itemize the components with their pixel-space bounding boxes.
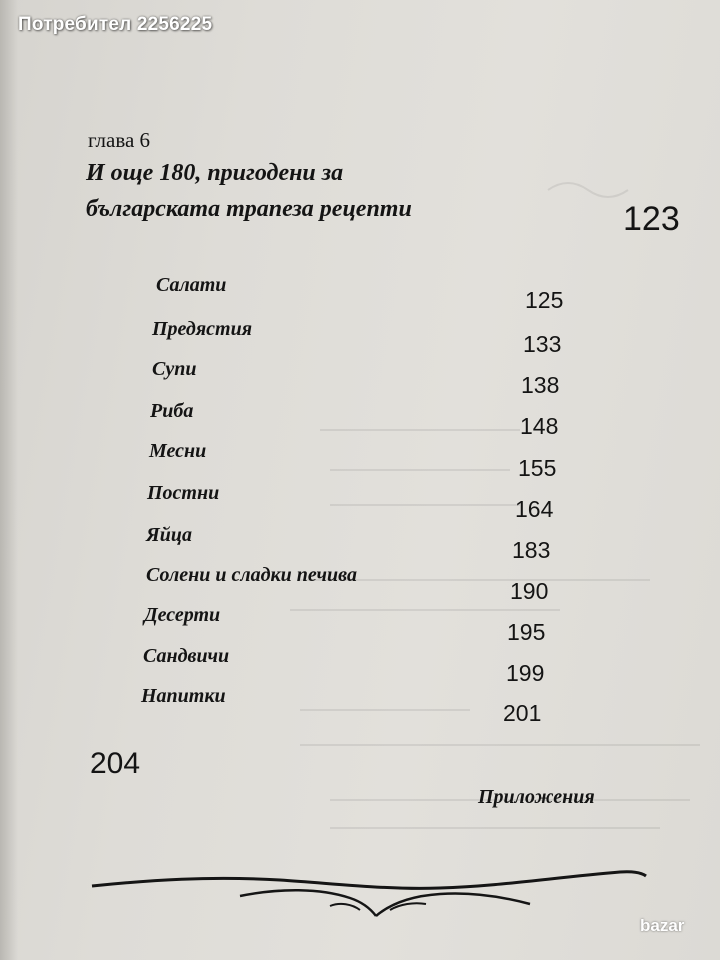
toc-item-page: 138 [521,372,560,398]
toc-item-page: 133 [523,331,562,357]
toc-item-label: Предястия [152,318,253,340]
toc-item-label: Яйца [146,524,193,546]
user-watermark: Потребител 2256225 [18,14,213,35]
toc-item-page: 164 [515,496,554,522]
flourish-ornament-icon [90,862,650,922]
toc-item-page: 155 [518,455,557,481]
toc-item-page: 199 [506,660,545,686]
chapter-label: глава 6 [88,128,151,152]
chapter-title-line-2: българската трапеза рецепти [86,196,412,222]
toc-item-label: Сандвичи [143,645,230,667]
toc-item-label: Салати [156,274,227,296]
toc-item-page: 183 [512,537,551,563]
toc-item-page: 125 [525,287,564,313]
toc-item-page: 201 [503,700,542,726]
appendix-label: Приложения [478,786,595,808]
appendix-page-number: 204 [90,747,141,780]
toc-item-label: Напитки [141,685,226,707]
toc-item-label: Супи [152,358,197,380]
toc-item-page: 195 [507,619,546,645]
toc-item-page: 148 [520,413,559,439]
bazar-logo: bazar [640,916,685,935]
toc-item-label: Риба [150,400,194,422]
chapter-title-line-1: И още 180, пригодени за [86,160,344,186]
chapter-page-number: 123 [623,200,680,238]
toc-item-label: Десерти [144,604,221,626]
toc-item-label: Постни [147,482,220,504]
toc-item-label: Солени и сладки печива [146,564,357,586]
toc-item-label: Месни [149,440,207,462]
toc-item-page: 190 [510,578,549,604]
